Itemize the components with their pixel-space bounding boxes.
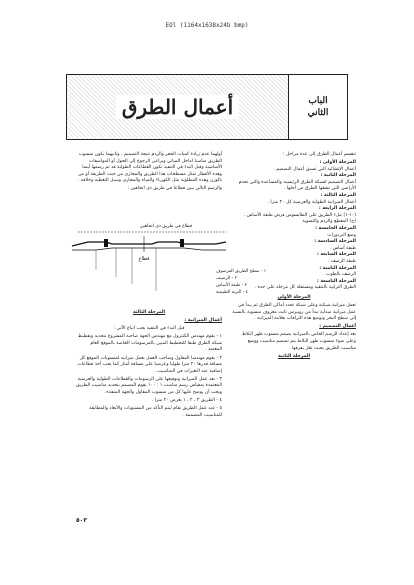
- section3-title: المرحلة الثالثة: [132, 310, 166, 315]
- diagram-center-label: قطاع: [138, 256, 150, 262]
- survey-intro: قبل البدء في التنفيذ يجب اتباع الآتي :: [113, 326, 185, 332]
- design-title: أعمال التصميم :: [319, 324, 356, 330]
- left-intro: أولهما عدم زيادة كميات الحفر والردم نتيجة التصميم ، وثانيهما يكون منسوب الطريق مناسبا لداخل المباني ويراعى الرجوع إلى الجول أو المواصفات الأساسية وقبل البدء في التنفيذ تكون القطاعات الطولية قد تم رسمها أيضا وهذه الأقطار تمثل مسطحات هذا الطريق والمجاري من حيث الطريقة أو من بالوزن وهذه المطلوبة مثل الكهرباء والمياه والمجاري وسبل التغطية وخلافه .: [77, 152, 222, 184]
- section2-title: المرحلة الثانية: [277, 353, 311, 359]
- chapter-title: أعمال الطرق: [116, 95, 239, 119]
- survey-step: ٢ - يقوم مهندسا المقاول وصاحب العمل بعمل ميزانية لمنسوبات الموقع كل مسافة قدرها ٢٠ مترا طوليا وعرضيا على مسافة أمتار كما يجب أخذ قطاعات إضافية عند التغيرات في المناسيب .: [77, 355, 222, 374]
- chapter-banner: [66, 74, 348, 140]
- road-cross-section-diagram: [66, 220, 267, 306]
- survey-step: ٣ - بعد عمل الميزانية وتوقيعها على الرسومات والقطاعات الطولية والعرضية المعتمدة بمقياس رسم مناسب ١ : ١٠٠ يقوم المصمم بتحديد مناسيب الطريق ويجب أن يوضح عليها كل من منسوب المقاول والجهة المنفذة .: [76, 376, 222, 396]
- page-number: ٥٠٣: [76, 517, 87, 524]
- phase-item: المرحلة السابعة : طبقة الرصف .: [316, 252, 356, 264]
- phase-item: المرحلة التاسعة : الطرق الترابية بالتنقية ومستقلة كل مرحلة على حدة .: [254, 278, 356, 291]
- road-surface-line: [72, 242, 226, 246]
- chapter-label-line1: الباب: [308, 96, 328, 106]
- legend-item-4: ٤ - التربة الطبيعية: [216, 290, 248, 295]
- chapter-label-line2: الثاني: [307, 108, 329, 118]
- phase-item: (ج) المقطع والردم والتسوية: [302, 219, 356, 225]
- right-intro: تنقسم أعمال الطرق إلى عدة مراحل :: [282, 152, 356, 157]
- right-column: [232, 152, 356, 362]
- survey-step: ٤ - الطريق ٣ ، ٢ ، ١ بعرض ٢٠ مترا .: [151, 398, 222, 404]
- chapter-label: [288, 75, 347, 139]
- left-column-bottom: [76, 310, 222, 421]
- road-base-line: [72, 248, 226, 250]
- phase-item: المرحلة السادسة : طبقة أساس .: [314, 239, 356, 251]
- survey-step: ١ - يقوم مهندس الكنترول مع مهندس الجهة صاحبة المشروع بتحديد ونقطيط شبكة الطرق طبقا للتخطيط المبين بالمرسومات الخاصة بالموقع العام المعتمد .: [77, 334, 222, 353]
- survey-step: ٥ - عند عمل الطريق تقام ليتم التأكد من المستويات والأبعاد والمطابقة للمناسيب المصممة .: [89, 406, 222, 418]
- curb-left: [104, 239, 108, 247]
- file-info-header: EOl (1164x1638x24b bmp): [165, 22, 249, 29]
- design-body: بعد إعداد الرسم الخاص بالميزانية يصمم منسوب ظهر البلاط وعلى ضوء منسوب ظهر البلاط يتم تصميم مناسيب ووضع مناسيب الطريق بحيث تقل بفرقها .: [241, 332, 356, 351]
- phase-item: المرحلة الرابعة : (١٠-١) ملء الطريق على الطابسوس فرش طبقة الأساس .: [243, 206, 356, 218]
- section1-title: المرحلة الأولى: [277, 294, 311, 300]
- phase-item: المرحلة الثانية : أعمال التصميم لشبكة الطرق الرئيسية والمساعدة والتي تخدم الأراضي التي تشقها الطرق من أجلها .: [238, 173, 356, 192]
- chapter-title-box: [67, 75, 288, 139]
- survey-title: أعمال الميزانية :: [184, 318, 222, 324]
- left-column-top: [76, 152, 222, 195]
- phase-item: المرحلة الثامنة : الرصف بالطوب .: [319, 265, 356, 278]
- diagram-top-note: قطاع في طريق ذي اتجاهين: [139, 224, 193, 229]
- phase-item: المرحلة الخامسة : وضع البردورات: [315, 226, 356, 238]
- legend-item-3: ٣ - طبقة الأساس: [216, 283, 247, 288]
- section1-body: تعمل ميزانية شبكية وعلى شبكة تحدد أماكن الطرق ثم يبدأ في عمل ميزانية مبدأية تبدأ من روبيرس ثابت معروف منسوبة بالنسبة إلى سطح البحر وتوضع هذه الترافات بعلامة الميزانية .: [232, 303, 356, 322]
- legend-item-2: ٢ - الرصيف: [216, 276, 237, 281]
- curb-right: [180, 239, 184, 247]
- phase-item: المرحلة الثالثة : أعمال الميزانية الطولية والعرضية كل ٢٠ مترا .: [267, 193, 356, 205]
- phase-item: المرحلة الأولى : أعمال الإنشائية التي تسبق أعمال التصميم .: [273, 160, 356, 172]
- legend-item-1: ١ - سطح الطريق المرصوف: [216, 269, 267, 274]
- figure-caption: والرسم التالي يبين قطاعا في طريق ذي اتجاهين :: [127, 186, 222, 192]
